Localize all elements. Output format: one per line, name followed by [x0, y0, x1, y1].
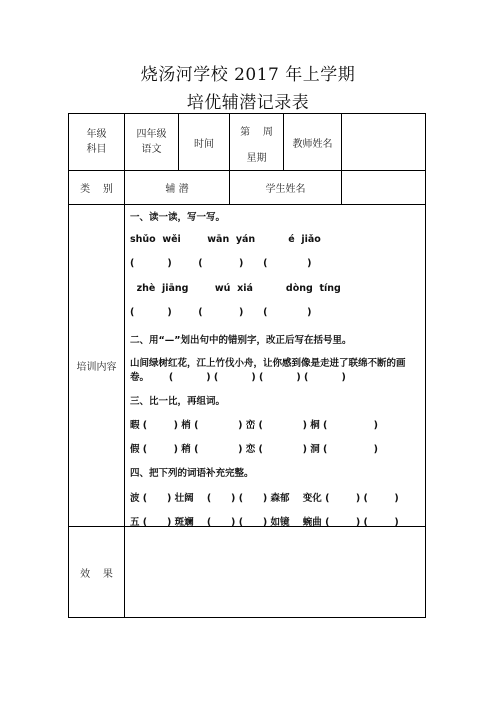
- q3-line-2: 假 ( ) 稍 ( ) 恋 ( ) 洞 ( ): [130, 444, 379, 455]
- q1-answer-2: ( ) ( ) ( ): [130, 307, 312, 318]
- week-label: 第 周: [240, 127, 273, 138]
- question-2: 二、用“—”划出句中的错别字，改正后写在括号里。: [130, 335, 352, 346]
- time-label: 时间: [194, 138, 214, 150]
- weekday-label: 星期: [246, 153, 267, 164]
- subject-value: 语文: [141, 144, 162, 155]
- q4-line-2: 五 ( ) 斑斓 ( ) ( ) 如镜 蜿曲 ( ) ( ): [130, 517, 399, 528]
- page-title-line1: 烧汤河学校 2017 年上学期: [140, 65, 356, 85]
- effect-label: 效 果: [80, 568, 113, 580]
- q1-pinyin-2: zhè jiāng wú xiá dòng tíng: [130, 283, 341, 294]
- student-name-label: 学生姓名: [265, 184, 306, 195]
- effect-value[interactable]: [125, 527, 425, 617]
- week-cell: [230, 114, 283, 170]
- page-title-line2: 培优辅潜记录表: [186, 93, 310, 113]
- subject-label: 科目: [86, 144, 107, 155]
- q4-line-1: 波 ( ) 壮阔 ( ) ( ) 森郁 变化 ( ) ( ): [130, 493, 399, 504]
- grade-subject-value: [125, 114, 178, 170]
- q1-answer-1: ( ) ( ) ( ): [130, 258, 312, 269]
- teacher-name-value[interactable]: [342, 114, 425, 170]
- grade-value: 四年级: [136, 129, 167, 140]
- q2-sentence-2: 卷。 ( ) ( ) ( ) ( ): [130, 372, 346, 383]
- category-label: 类 别: [80, 184, 113, 195]
- question-3: 三、比一比，再组词。: [130, 396, 226, 407]
- teacher-name-label: 教师姓名: [292, 138, 333, 150]
- q3-line-1: 暇 ( ) 梢 ( ) 峦 ( ) 桐 ( ): [130, 420, 379, 431]
- grade-label: 年级: [86, 129, 107, 140]
- grade-subject-label: [69, 114, 124, 170]
- q2-sentence-1: 山间绿树红花，江上竹伐小舟，让你感到像是走进了联绵不断的画: [130, 358, 406, 369]
- content-label: 培训内容: [76, 362, 117, 373]
- student-name-value[interactable]: [342, 171, 425, 204]
- category-value: 辅 潜: [165, 184, 189, 195]
- question-4: 四、把下列的词语补充完整。: [130, 468, 254, 479]
- question-1: 一、读一读，写一写。: [130, 212, 226, 223]
- q1-pinyin-1: shǔo wěi wān yán é jiǎo: [130, 234, 321, 245]
